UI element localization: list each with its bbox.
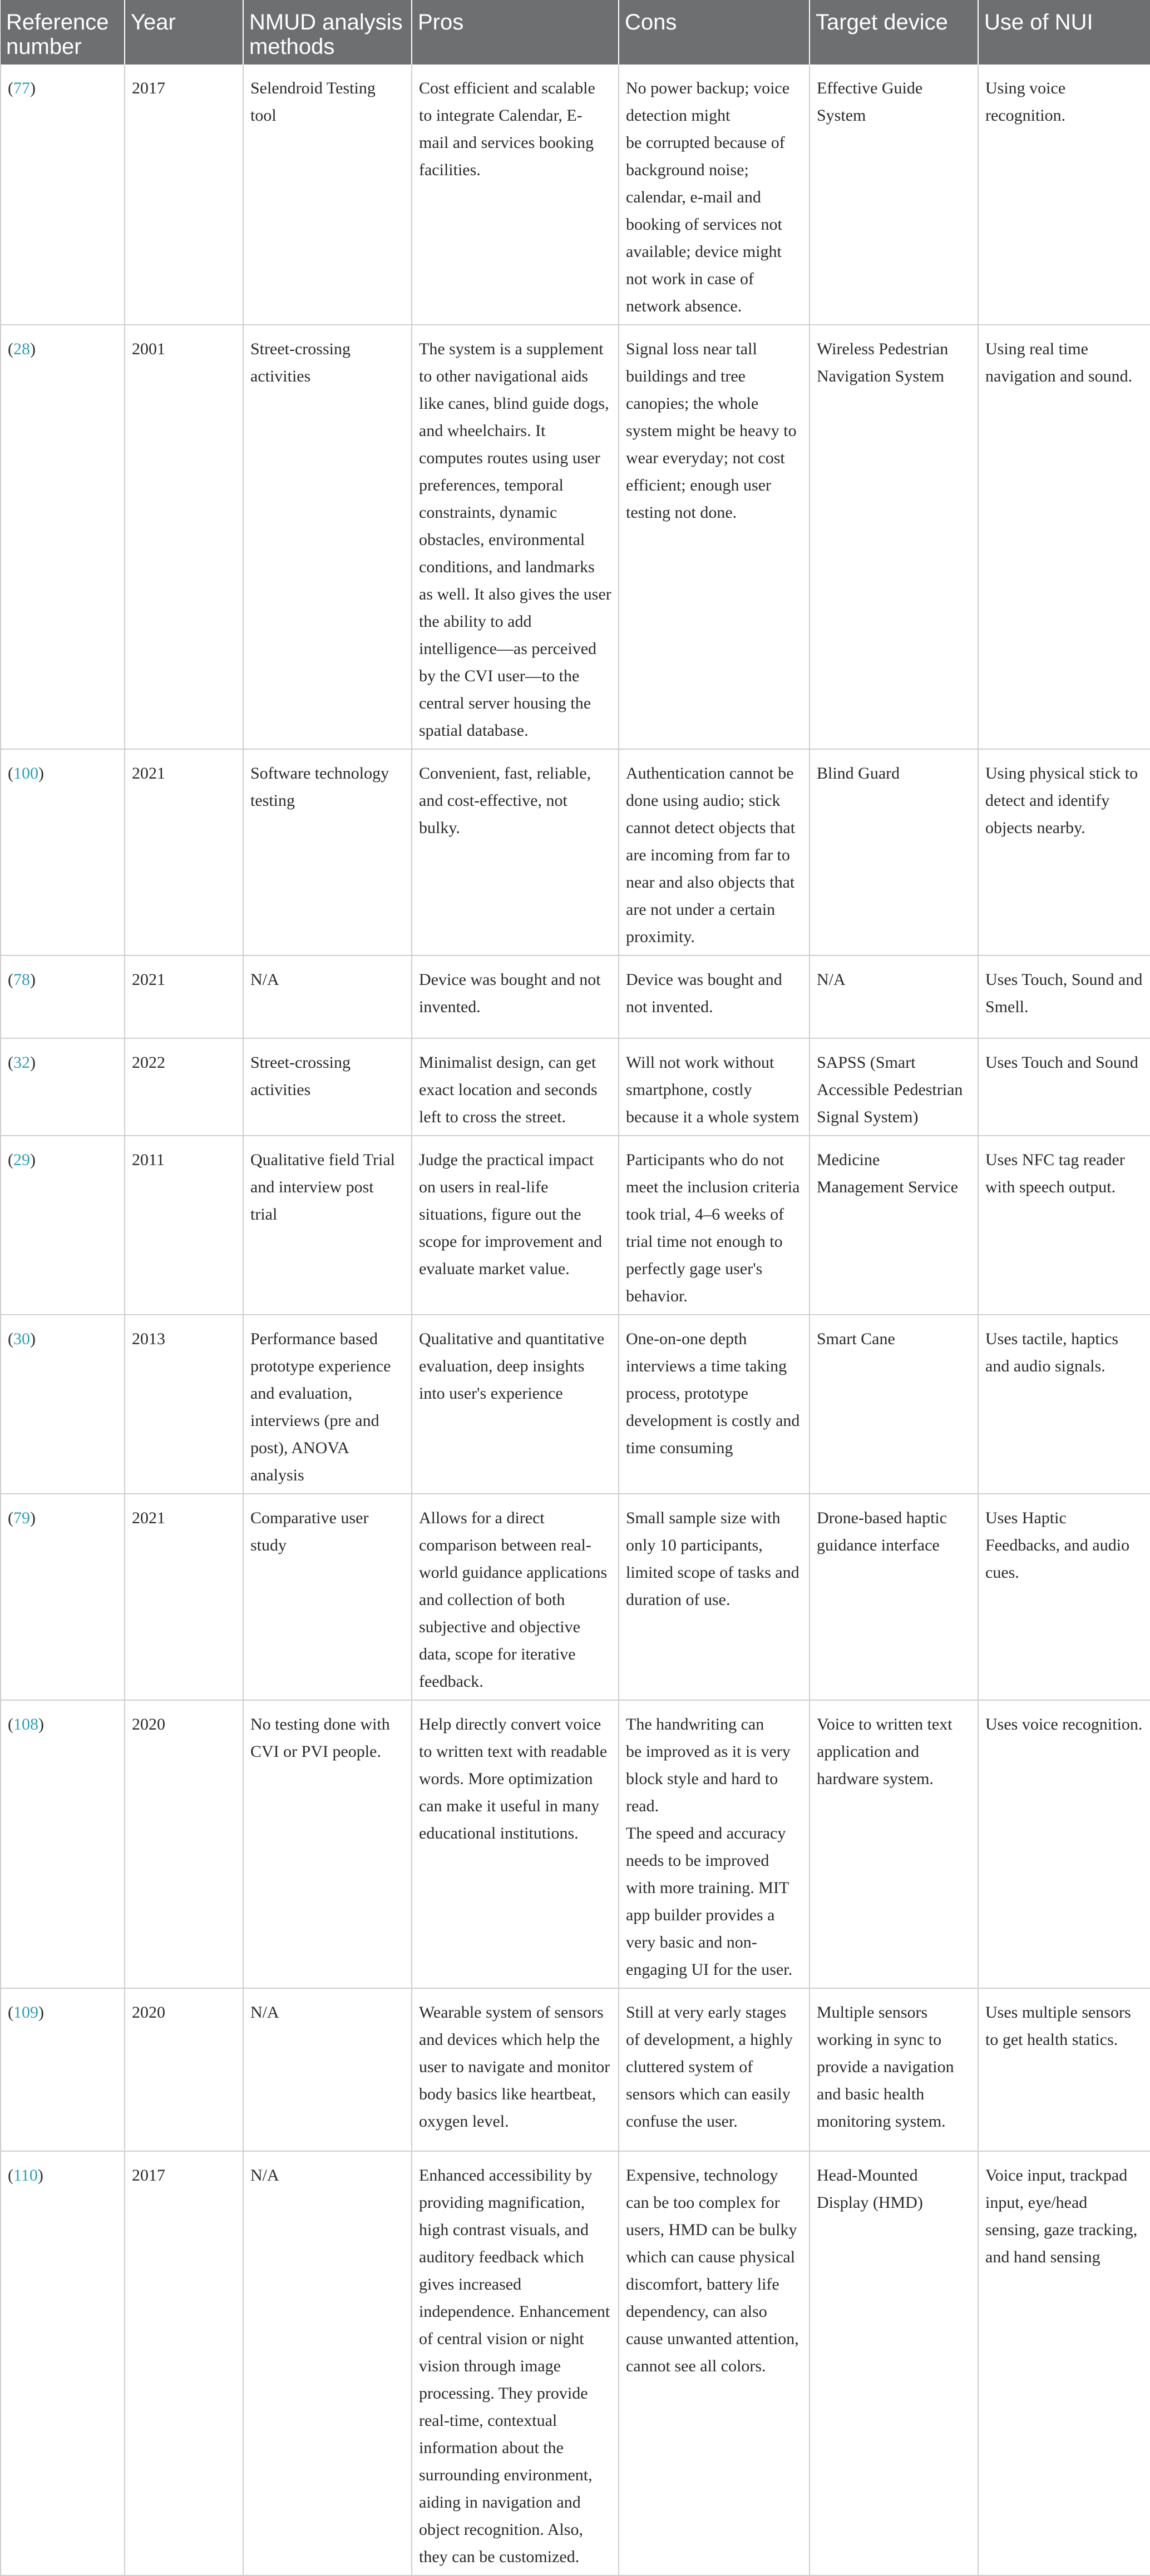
use-of-nui-cell: Uses multiple sensors to get health statics. (978, 1988, 1150, 2151)
use-of-nui-cell: Uses Haptic Feedbacks, and audio cues. (978, 1494, 1150, 1700)
header-pros: Pros (412, 0, 619, 65)
pros-cell: Judge the practical impact on users in real-life situations, figure out the scope for improvement and evaluate market value. (412, 1136, 619, 1315)
table-row (1, 955, 1150, 1038)
table-row (1, 325, 1150, 749)
analysis-methods-cell: Street-crossing activities (243, 325, 412, 749)
pros-cell: Wearable system of sensors and devices which help the user to navigate and monitor body basics like heartbeat, oxygen level. (412, 1988, 619, 2151)
target-device-cell: Drone-based haptic guidance interface (810, 1494, 978, 1700)
reference-number-cell: (30) (1, 1315, 125, 1494)
table-row (1, 749, 1150, 955)
target-device-cell: Multiple sensors working in sync to provide a navigation and basic health monitoring system. (810, 1988, 978, 2151)
analysis-methods-cell: No testing done with CVI or PVI people. (243, 1700, 412, 1988)
pros-cell: Help directly convert voice to written text with readable words. More optimization can make it useful in many educational institutions. (412, 1700, 619, 1988)
analysis-methods-cell: Performance based prototype experience and evaluation, interviews (pre and post), ANOVA analysis (243, 1315, 412, 1494)
reference-number-cell: (77) (1, 65, 125, 325)
year-cell: 2017 (125, 2151, 243, 2575)
cons-cell: Participants who do not meet the inclusion criteria took trial, 4–6 weeks of trial time not enough to perfectly gage user's behavior. (619, 1136, 810, 1315)
year-cell: 2020 (125, 1700, 243, 1988)
reference-number-cell: (108) (1, 1700, 125, 1988)
target-device-cell: Effective Guide System (810, 65, 978, 325)
cons-cell: Authentication cannot be done using audio; stick cannot detect objects that are incoming from far to near and also objects that are not under a certain proximity. (619, 749, 810, 955)
table-row (1, 1494, 1150, 1700)
use-of-nui-cell: Using physical stick to detect and identify objects nearby. (978, 749, 1150, 955)
header-target-device: Target device (810, 0, 978, 65)
target-device-cell: Smart Cane (810, 1315, 978, 1494)
target-device-cell: Voice to written text application and hardware system. (810, 1700, 978, 1988)
reference-number-cell: (29) (1, 1136, 125, 1315)
header-use-of-nui: Use of NUI (984, 10, 1093, 34)
target-device-cell: Medicine Management Service (810, 1136, 978, 1315)
target-device-cell: Head-Mounted Display (HMD) (810, 2151, 978, 2575)
pros-cell: Enhanced accessibility by providing magnification, high contrast visuals, and auditory feedback which gives increased independence. Enhancement of central vision or night vision through image processing. They provide real-time, contextual information about the surrounding environment, aiding in navigation and object recognition. Also, they can be customized. (412, 2151, 619, 2575)
table-row (1, 1315, 1150, 1494)
cons-cell: Signal loss near tall buildings and tree canopies; the whole system might be heavy to wear everyday; not cost efficient; enough user testing not done. (619, 325, 810, 749)
pros-cell: Allows for a direct comparison between real-world guidance applications and collection of both subjective and objective data, scope for iterative feedback. (412, 1494, 619, 1700)
use-of-nui-cell: Uses NFC tag reader with speech output. (978, 1136, 1150, 1315)
table-row (1, 65, 1150, 325)
use-of-nui-cell: Using voice recognition. (978, 65, 1150, 325)
target-device-cell: N/A (810, 955, 978, 1038)
header-row (1, 0, 1150, 65)
analysis-methods-cell: Street-crossing activities (243, 1038, 412, 1136)
reference-link[interactable]: 28 (13, 340, 30, 358)
reference-link[interactable]: 79 (13, 1509, 30, 1527)
table-row (1, 1700, 1150, 1988)
reference-link[interactable]: 30 (13, 1330, 30, 1348)
use-of-nui-cell: Uses voice recognition. (978, 1700, 1150, 1988)
year-cell: 2011 (125, 1136, 243, 1315)
table-row (1, 1136, 1150, 1315)
header-year: Year (125, 0, 243, 65)
year-cell: 2021 (125, 955, 243, 1038)
analysis-methods-cell: N/A (243, 1988, 412, 2151)
cons-cell: Small sample size with only 10 participants, limited scope of tasks and duration of use. (619, 1494, 810, 1700)
reference-link[interactable]: 110 (13, 2166, 38, 2184)
reference-number-cell: (32) (1, 1038, 125, 1136)
pros-cell: Device was bought and not invented. (412, 955, 619, 1038)
cons-cell: Device was bought and not invented. (619, 955, 810, 1038)
year-cell: 2020 (125, 1988, 243, 2151)
target-device-cell: Wireless Pedestrian Navigation System (810, 325, 978, 749)
use-of-nui-cell: Voice input, trackpad input, eye/head sensing, gaze tracking, and hand sensing (978, 2151, 1150, 2575)
table-row (1, 1038, 1150, 1136)
reference-number-cell: (100) (1, 749, 125, 955)
reference-link[interactable]: 109 (13, 2003, 38, 2022)
cons-cell: Will not work without smartphone, costly because it a whole system (619, 1038, 810, 1136)
reference-number-cell: (78) (1, 955, 125, 1038)
table-body (1, 65, 1150, 2575)
year-cell: 2022 (125, 1038, 243, 1136)
reference-number-cell: (28) (1, 325, 125, 749)
table-row (1, 2151, 1150, 2575)
pros-cell: Qualitative and quantitative evaluation, deep insights into user's experience (412, 1315, 619, 1494)
header-cons: Cons (619, 0, 810, 65)
pros-cell: Minimalist design, can get exact location and seconds left to cross the street. (412, 1038, 619, 1136)
year-cell: 2021 (125, 749, 243, 955)
reference-link[interactable]: 78 (13, 970, 30, 989)
year-cell: 2001 (125, 325, 243, 749)
reference-number-cell: (79) (1, 1494, 125, 1700)
use-of-nui-cell: Uses Touch and Sound (978, 1038, 1150, 1136)
header-reference-number: Reference number (1, 0, 125, 65)
cons-cell: The handwriting can be improved as it is very block style and hard to read. The speed and accuracy needs to be improved with more training. MIT app builder provides a very basic and non-engaging UI for the user. (619, 1700, 810, 1988)
pros-cell: Convenient, fast, reliable, and cost-effective, not bulky. (412, 749, 619, 955)
target-device-cell: Blind Guard (810, 749, 978, 955)
analysis-methods-cell: N/A (243, 2151, 412, 2575)
reference-link[interactable]: 100 (13, 764, 38, 782)
year-cell: 2013 (125, 1315, 243, 1494)
use-of-nui-cell: Uses tactile, haptics and audio signals. (978, 1315, 1150, 1494)
target-device-cell: SAPSS (Smart Accessible Pedestrian Signal System) (810, 1038, 978, 1136)
cons-cell: No power backup; voice detection might be corrupted because of background noise; calendar, e-mail and booking of services not available; device might not work in case of network absence. (619, 65, 810, 325)
pros-cell: The system is a supplement to other navigational aids like canes, blind guide dogs, and wheelchairs. It computes routes using user preferences, temporal constraints, dynamic obstacles, environmental conditions, and landmarks as well. It also gives the user the ability to add intelligence—as perceived by the CVI user—to the central server housing the spatial database. (412, 325, 619, 749)
year-cell: 2017 (125, 65, 243, 325)
analysis-methods-cell: N/A (243, 955, 412, 1038)
header-nmud-analysis-methods: NMUD analysis methods (243, 0, 412, 65)
cons-cell: Expensive, technology can be too complex for users, HMD can be bulky which can cause physical discomfort, battery life dependency, can also cause unwanted attention, cannot see all colors. (619, 2151, 810, 2575)
analysis-methods-cell: Qualitative field Trial and interview post trial (243, 1136, 412, 1315)
analysis-methods-cell: Software technology testing (243, 749, 412, 955)
cons-cell: One-on-one depth interviews a time taking process, prototype development is costly and time consuming (619, 1315, 810, 1494)
analysis-methods-cell: Comparative user study (243, 1494, 412, 1700)
reference-number-cell: (110) (1, 2151, 125, 2575)
analysis-methods-cell: Selendroid Testing tool (243, 65, 412, 325)
table-header (1, 0, 1150, 65)
use-of-nui-cell: Using real time navigation and sound. (978, 325, 1150, 749)
pros-cell: Cost efficient and scalable to integrate Calendar, E-mail and services booking facilities. (412, 65, 619, 325)
reference-number-cell: (109) (1, 1988, 125, 2151)
reference-link[interactable]: 32 (13, 1053, 30, 1072)
year-cell: 2021 (125, 1494, 243, 1700)
reference-link[interactable]: 108 (13, 1715, 38, 1733)
cons-cell: Still at very early stages of development, a highly cluttered system of sensors which can easily confuse the user. (619, 1988, 810, 2151)
table-row (1, 1988, 1150, 2151)
reference-link[interactable]: 77 (13, 79, 30, 97)
use-of-nui-cell: Uses Touch, Sound and Smell. (978, 955, 1150, 1038)
reference-link[interactable]: 29 (13, 1151, 30, 1169)
